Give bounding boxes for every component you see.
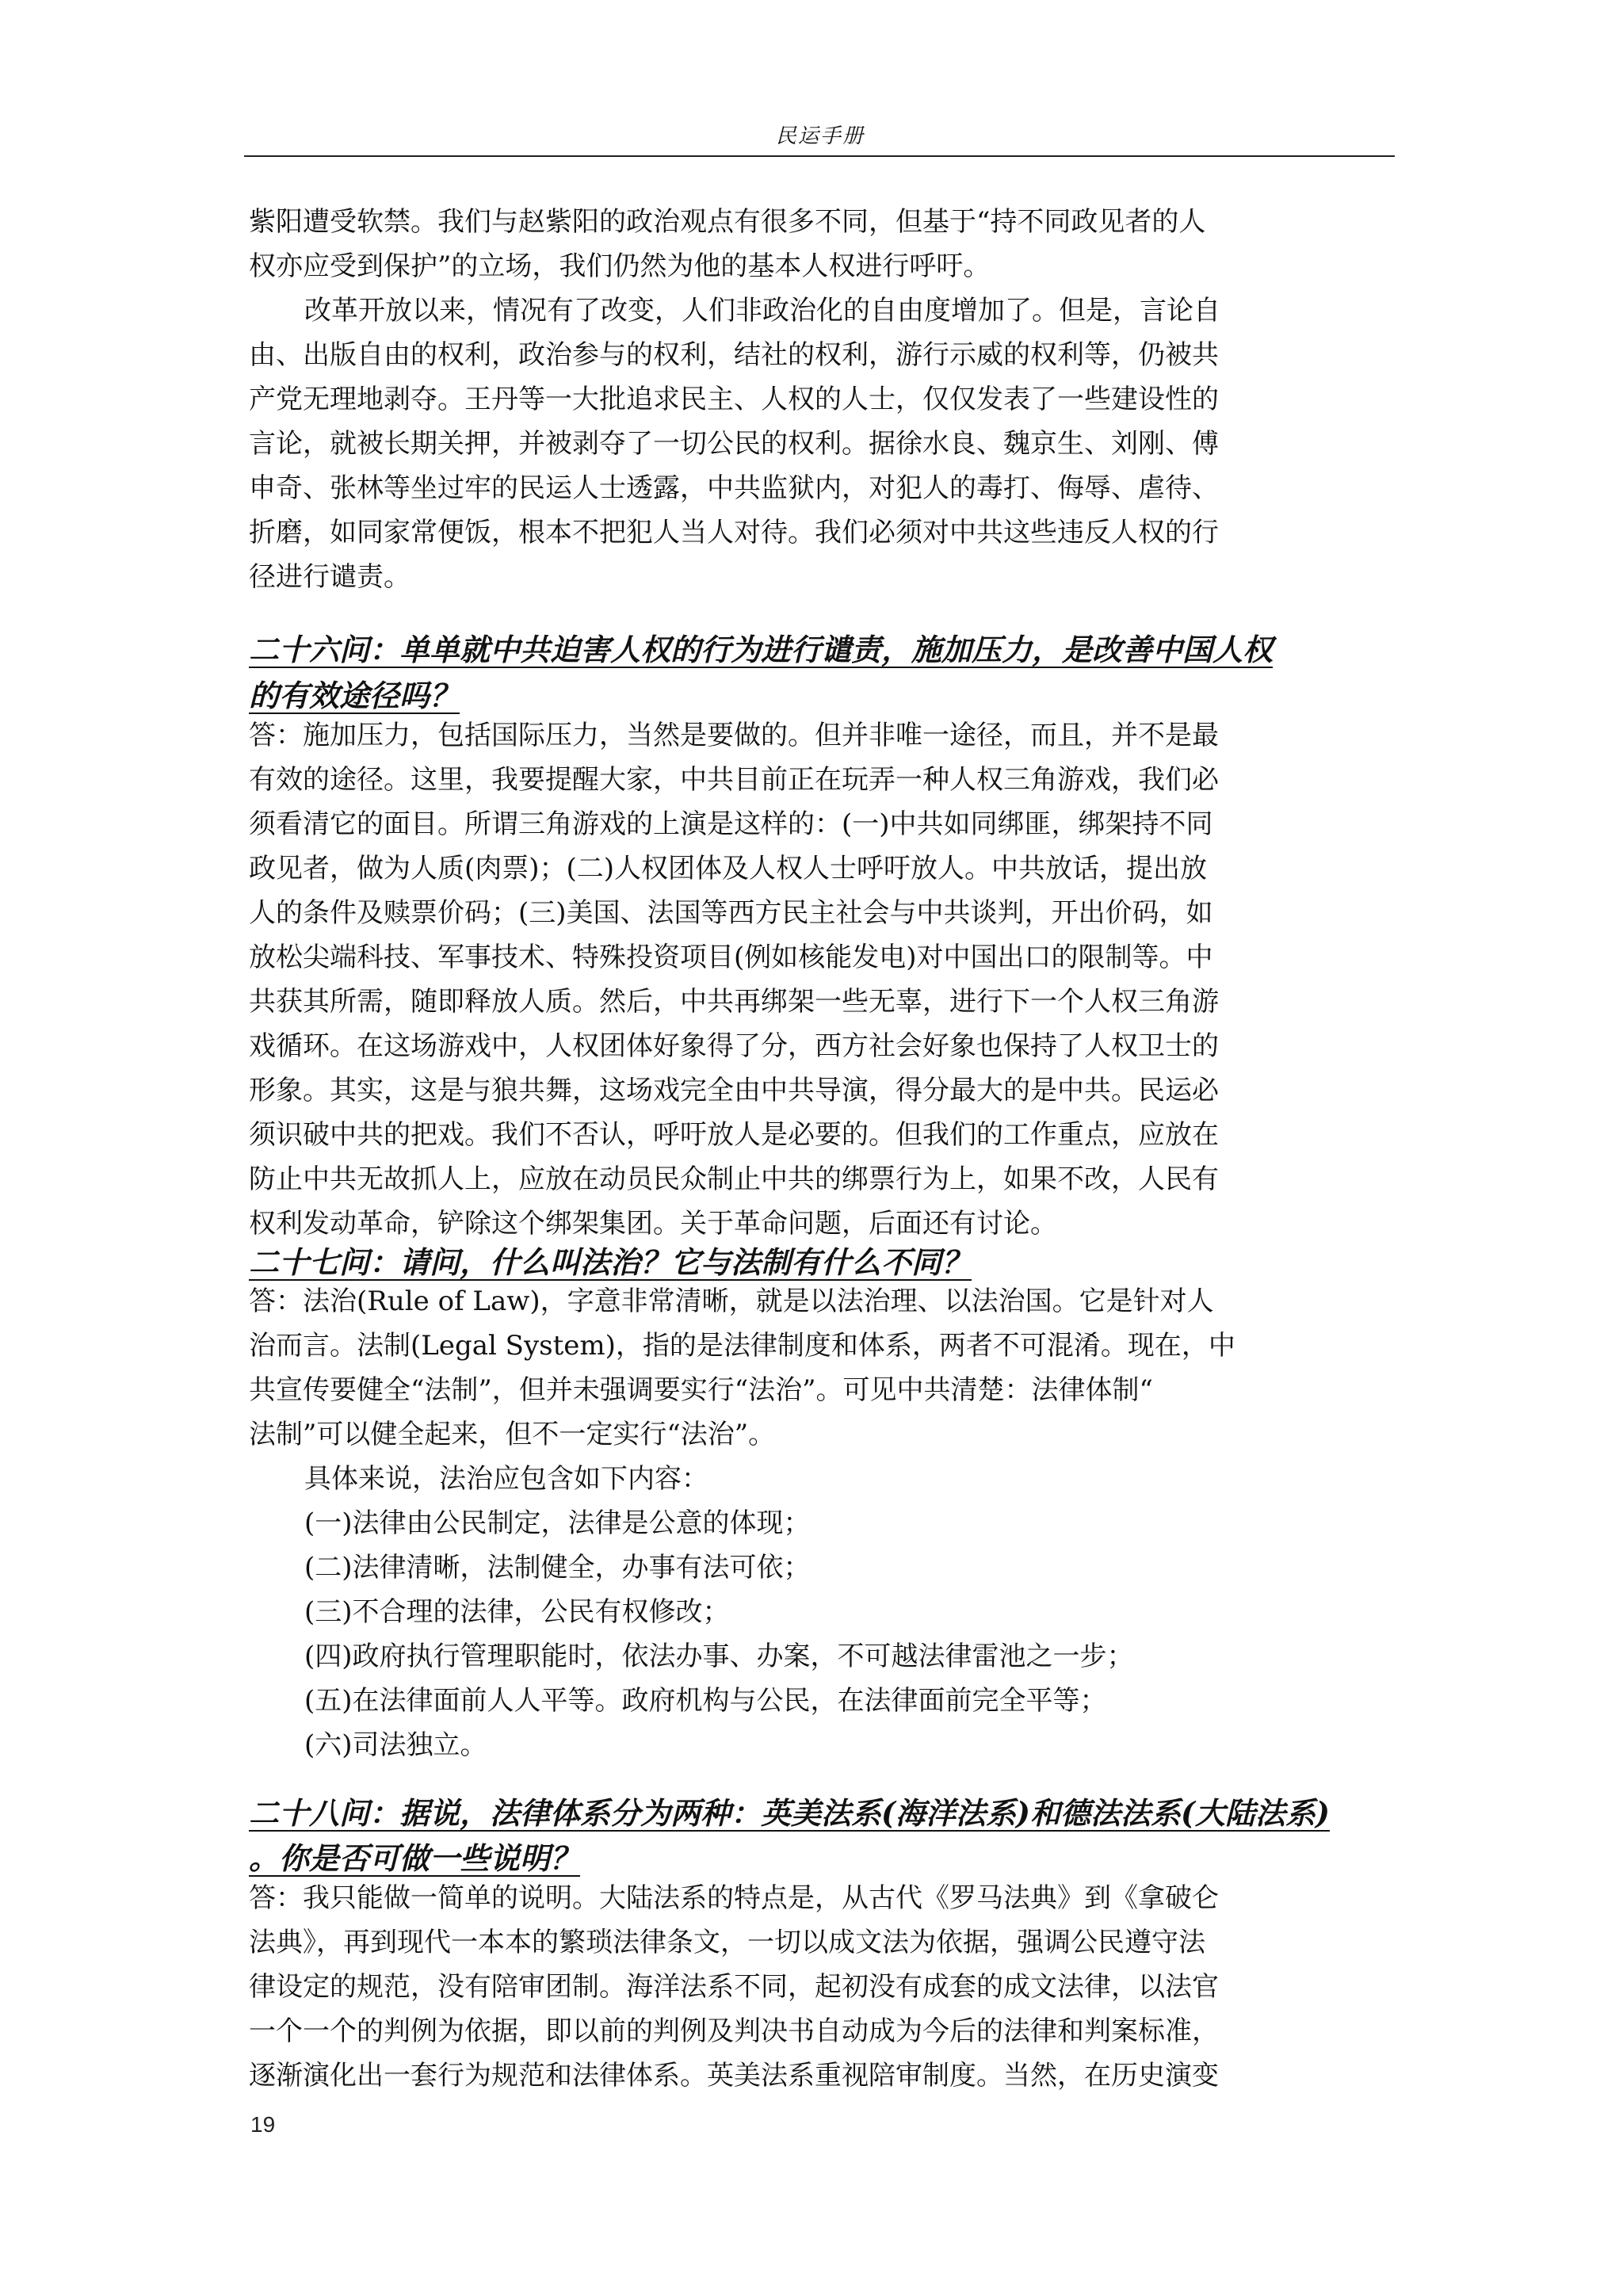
body-line: 产党无理地剥夺。王丹等一大批追求民主、人权的人士，仅仅发表了一些建设性的 [249, 384, 1219, 415]
question-28-heading: 二十八问：据说，法律体系分为两种：英美法系(海洋法系)和德法法系(大陆法系) [249, 1795, 1330, 1831]
question-26-heading: 二十六问：单单就中共迫害人权的行为进行谴责，施加压力，是改善中国人权 [249, 632, 1274, 667]
answer-line: 形象。其实，这是与狼共舞，这场戏完全由中共导演，得分最大的是中共。民运必 [249, 1075, 1219, 1106]
list-item: (五)在法律面前人人平等。政府机构与公民，在法律面前完全平等； [304, 1685, 1107, 1717]
list-intro: 具体来说，法治应包含如下内容： [304, 1463, 708, 1495]
running-header-title: 民运手册 [775, 124, 865, 148]
list-item: (四)政府执行管理职能时，依法办事、办案，不可越法律雷池之一步； [304, 1641, 1134, 1672]
answer-line: 放松尖端科技、军事技术、特殊投资项目(例如核能发电)对中国出口的限制等。中 [249, 942, 1213, 973]
question-26-heading: 的有效途径吗？ [249, 678, 460, 713]
question-28-heading: 。你是否可做一些说明？ [249, 1840, 581, 1876]
page-number: 19 [250, 2112, 276, 2137]
answer-line: 法典》，再到现代一本本的繁琐法律条文，一切以成文法为依据，强调公民遵守法 [249, 1927, 1205, 1958]
answer-line: 逐渐演化出一套行为规范和法律体系。英美法系重视陪审制度。当然，在历史演变 [249, 2060, 1219, 2092]
answer-line: 须看清它的面目。所谓三角游戏的上演是这样的：(一)中共如同绑匪，绑架持不同 [249, 808, 1213, 840]
answer-line: 人的条件及赎票价码；(三)美国、法国等西方民主社会与中共谈判，开出价码，如 [249, 897, 1213, 929]
answer-line: 戏循环。在这场游戏中，人权团体好象得了分，西方社会好象也保持了人权卫士的 [249, 1030, 1219, 1062]
answer-line: 答：我只能做一简单的说明。大陆法系的特点是，从古代《罗马法典》到《拿破仑 [249, 1882, 1219, 1914]
body-line: 折磨，如同家常便饭，根本不把犯人当人对待。我们必须对中共这些违反人权的行 [249, 517, 1219, 548]
question-27-heading: 二十七问：请问，什么叫法治？它与法制有什么不同？ [249, 1244, 972, 1280]
answer-line: 防止中共无故抓人上，应放在动员民众制止中共的绑票行为上，如果不改，人民有 [249, 1163, 1219, 1195]
body-line: 申奇、张林等坐过牢的民运人士透露，中共监狱内，对犯人的毒打、侮辱、虐待、 [249, 472, 1219, 504]
body-line: 由、出版自由的权利，政治参与的权利，结社的权利，游行示威的权利等，仍被共 [249, 339, 1219, 371]
answer-line: 须识破中共的把戏。我们不否认，呼吁放人是必要的。但我们的工作重点，应放在 [249, 1119, 1219, 1151]
answer-line: 共宣传要健全“法制”，但并未强调要实行“法治”。可见中共清楚：法律体制“ [249, 1374, 1153, 1406]
body-line: 言论，就被长期关押，并被剥夺了一切公民的权利。据徐水良、魏京生、刘刚、傅 [249, 428, 1219, 460]
answer-line: 权利发动革命，铲除这个绑架集团。关于革命问题，后面还有讨论。 [249, 1208, 1057, 1240]
list-item: (三)不合理的法律，公民有权修改； [304, 1596, 730, 1628]
body-line: 紫阳遭受软禁。我们与赵紫阳的政治观点有很多不同，但基于“持不同政见者的人 [249, 206, 1206, 238]
body-line: 权亦应受到保护”的立场，我们仍然为他的基本人权进行呼吁。 [249, 250, 991, 282]
list-item: (一)法律由公民制定，法律是公意的体现； [304, 1507, 811, 1539]
header-divider [244, 155, 1395, 157]
answer-line: 有效的途径。这里，我要提醒大家，中共目前正在玩弄一种人权三角游戏，我们必 [249, 764, 1219, 796]
answer-line: 共获其所需，随即释放人质。然后，中共再绑架一些无辜，进行下一个人权三角游 [249, 986, 1219, 1018]
answer-line: 律设定的规范，没有陪审团制。海洋法系不同，起初没有成套的成文法律，以法官 [249, 1971, 1219, 2003]
list-item: (二)法律清晰，法制健全，办事有法可依； [304, 1552, 811, 1584]
list-item: (六)司法独立。 [304, 1729, 487, 1761]
body-line: 改革开放以来，情况有了改变，人们非政治化的自由度增加了。但是，言论自 [304, 295, 1220, 327]
answer-line: 法制”可以健全起来，但不一定实行“法治”。 [249, 1419, 776, 1450]
answer-line: 治而言。法制(Legal System)，指的是法律制度和体系，两者不可混淆。现在，中 [249, 1330, 1235, 1362]
answer-line: 答：施加压力，包括国际压力，当然是要做的。但并非唯一途径，而且，并不是最 [249, 720, 1219, 751]
answer-line: 一个一个的判例为依据，即以前的判例及判决书自动成为今后的法律和判案标准， [249, 2015, 1219, 2047]
answer-line: 答：法治(Rule of Law)，字意非常清晰，就是以法治理、以法治国。它是针对人 [249, 1286, 1214, 1317]
body-line: 径进行谴责。 [249, 561, 411, 593]
answer-line: 政见者，做为人质(肉票)；(二)人权团体及人权人士呼吁放人。中共放话，提出放 [249, 853, 1208, 884]
